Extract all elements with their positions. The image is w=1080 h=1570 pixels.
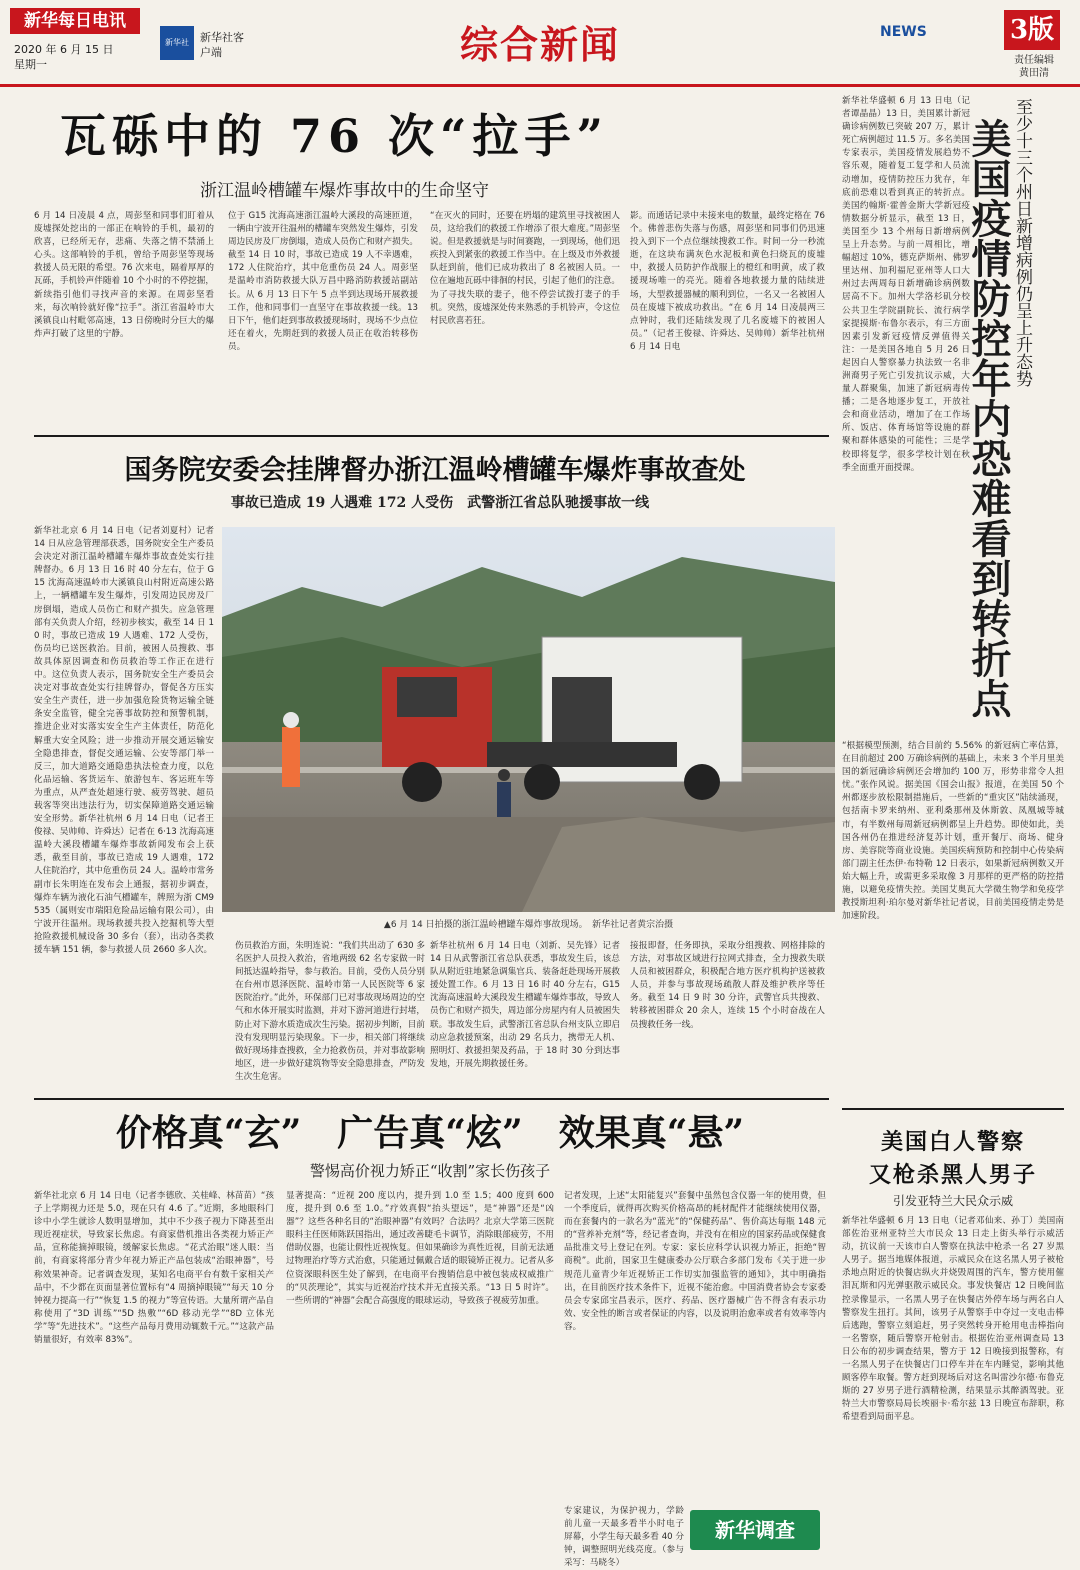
story1-column-4: 影。而通话记录中未接来电的数量，最终定格在 76 个。佛普悲伤失落与伤感，周彭坚和同事们仍迅速投入到下一个点位继续搜救工作。时间一分一秒流逝，在这块布满灰色水泥板和黄色扫烧瓦的废墟中，救援人员防护作战服上的橙红和明黄，成了救援现场唯一的亮光。随着各地救援力量的陆续进场，大型救援器械的顺利到位，一名又一名被困人员在废墟下被成功救出。“在 6 月 14 日凌晨两三点钟时，我们还陆续发现了几名废墟下的被困人员。”（记者王俊禄、许舜达、吴帅帅）新华社杭州 6 月 14 日电 <box>630 211 825 352</box>
story4-subhead: 警惕高价视力矫正“收割”家长伤孩子 <box>309 1162 551 1180</box>
story1-subhead: 浙江温岭槽罐车爆炸事故中的生命坚守 <box>200 181 489 201</box>
story2-bottom-column-2: 新华社杭州 6 月 14 日电（刘新、吴先锋）记者 14 日从武警浙江省总队获悉，事故发生后，该总队从附近驻地紧急调集官兵、装备赶赴现场开展救援处置工作。6 月 13 日 16 时 40 分左右，G15 沈海高速温岭大溪段发生槽罐车爆炸事故，导致人员伤亡和财产损失，周边部分房屋内有人员被困失联。事故发生后，武警浙江省总队台州支队立即启动应急救援预案，出动 29 名兵力，携带无人机、照明灯、救援担架及药品，于 18 时 30 分到达事发地，开展先期救援任务。 <box>430 941 620 1069</box>
story5-subhead: 引发亚特兰大民众示威 <box>892 1194 1013 1208</box>
accident-photo <box>222 527 835 912</box>
story3-column-bottom: “根据模型预测，结合目前约 5.56% 的新冠病亡率估算，在目前超过 200 万确诊病例的基础上，未来 3 个半月里美国的新冠确诊病例还会增加约 100 万，形势非常令人担忧。”张作风说。据美国《国会山报》报道，在美国 50 个州都逐步放松限制措施后，一些新的“重灾区”陆续涌现，包括南卡罗来纳州、亚利桑那州及休斯敦、凤凰城等城市，有半数州每周新冠病例都呈上升趋势。即使如此，美国各州仍在推进经济复苏计划，重开餐厅、商场、健身房、美容院等商业设施。美国疾病预防和控制中心传染病部门副主任杰伊·布特勒 12 日表示，如果新冠病例数又开始大幅上升，或需更多采取像 3 月那样的更严格的防控措施，以避免疫情失控。美国艾奥瓦大学微生物学和免疫学教授斯坦利·珀尔曼对新华社记者说，目前美国疫情走势是加速阶段。 <box>842 741 1064 922</box>
editor-name: 黄田清 <box>1019 68 1049 79</box>
story4-column-3: 记者发现，上述“太阳能复兴”套餐中虽然包含仪器一年的使用费，但一个季度后，就得再次购买价格高昂的耗材配件才能继续使用仪器，而在套餐内的一款名为“蓝光”的“保健药品”、售价高达每瓶 148 元的“营养补充剂”等，经记者查询，并没有在相应的国家药品或保健食品批准文号上登记在列。专家：家长应科学认识视力矫正，拒绝“智商税”。此前，国家卫生健康委办公厅联合多部门发布《关于进一步规范儿童青少年近视矫正工作切实加强监管的通知》，其中明确指出，在目前医疗技术条件下，近视不能治愈。中国消费者协会专家委员会专家邱宝昌表示，医疗、药品、医疗器械广告不得含有表示功效、安全性的断言或者保证的内容，以及说明治愈率或者有效率等内容。 <box>564 1191 826 1332</box>
divider-3 <box>842 1108 1064 1110</box>
xinhua-investigation-badge: 新华调查 <box>690 1510 820 1550</box>
story4-column-1: 新华社北京 6 月 14 日电（记者李德欣、关桂峰、林苗苗）“孩子上学期视力还是 5.0，现在只有 4.6 了。”近期，多地眼科门诊中小学生就诊人数明显增加，其中不少孩子视力下降甚至出现近视症状，导致家长焦虑。有商家借机推出各类视力矫正产品，宣称能摘掉眼镜，缓解家长焦虑。“花式治眼”迷人眼：当前，有商家将部分青少年视力矫正产品包装成“治眼神器”，号称效果神奇。记者调查发现，某知名电商平台有数千家相关产品中，不少都在页面显著位置标有“4 周摘掉眼镜”“每天 10 分钟视力提高一行”“恢复 1.5 的视力”等宣传语。大量所谓产品自称使用了“3D 训练”“5D 热敷”“6D 移动光学”“8D 立体光学”等“先进技术”。“这些产品每月费用动辄数千元。”“这款产品销量很好，有效率 83%”。 <box>34 1191 274 1346</box>
weekday-text: 星期一 <box>14 58 47 71</box>
story3-headline: 美国疫情防控年内恐难看到转折点 <box>965 118 1012 718</box>
story5-column: 新华社华盛顿 6 月 13 日电（记者邓仙来、孙丁）美国南部佐治亚州亚特兰大市民众 13 日走上街头举行示威活动，抗议前一天该市白人警察在执法中枪杀一名 27 岁黑人男子。据当地媒体报道，示威民众在这名黑人男子被枪杀地点附近的快餐店纵火并烧毁周围的汽车，警方使用催泪瓦斯和闪光弹驱散示威民众。事发快餐店 12 日晚间监控录像显示，一名黑人男子在快餐店外停车场与两名白人警察发生扭打。其间，该男子从警察手中夺过一支电击棒后逃跑，警察立刻追赶，男子突然转身开枪用电击棒指向一名警察，随后警察开枪射击。根据佐治亚州调查局 13 日公布的初步调查结果，警方于 12 日晚接到报警称，有一名黑人男子在快餐店门口停车并在车内睡觉，影响其他顾客停车取餐。警方赶到现场后对这名叫雷沙尔德·布鲁克斯的 27 岁男子进行酒精检测，结果显示其醉酒驾驶。亚特兰大市警察局局长埃丽卡·希尔兹 13 日晚宣布辞职，称希望看到局面平息。 <box>842 1216 1064 1423</box>
date-text: 2020 年 6 月 15 日 <box>14 43 114 56</box>
news-logo: NEWS <box>880 24 927 40</box>
client-label: 新华社客户端 <box>200 31 244 59</box>
story3-subhead: 至少十三个州日新增病例仍呈上升态势 <box>1012 98 1032 387</box>
editor-title: 责任编辑 <box>1014 55 1054 66</box>
story5-headline-line1: 美国白人警察 <box>880 1129 1025 1155</box>
story1-column-2: 位于 G15 沈海高速浙江温岭大溪段的高速匝道，一辆由宁波开往温州的槽罐车突然发生爆炸，引发周边民房及厂房倒塌，造成人员伤亡和财产损失。截至 14 日 10 时，事故已造成 19 人不幸遇难，172 人住院治疗，其中危重伤员 24 人。周彭坚是温岭市消防救援大队万昌中路消防救援站副站长。从 6 月 13 日下午 5 点半到达现场开展救援工作，他和同事们一直坚守在事故救援一线。13 日下午，他们赶到事故救援现场时，现场不少点位还在着火，先期赶到的救援人员正在收治转移伤员。 <box>228 211 418 352</box>
story3-column-top: 新华社华盛顿 6 月 13 日电（记者谭晶晶）13 日，美国累计新冠确诊病例数已突破 207 万，累计死亡病例超过 11.5 万。多名美国专家表示，美国疫情发展趋势不容乐观，随着复工复学和人员流动增加，疫情防控压力犹存，年底前恐难以看到真正的转折点。美国约翰斯·霍普金斯大学新冠疫情数据分析显示，截至 13 日，美国至少 13 个州每日新增病例呈上升态势。与前一周相比，增幅超过 10%，德克萨斯州、佛罗里达州、加利福尼亚州等人口大州过去两周每日新增确诊病例数居高不下。加州大学洛杉矶分校公共卫生学院副院长、流行病学家提摸斯·布鲁尔表示，有三方面因素引发新冠疫情反弹值得关注：一是美国各地自 5 月 26 日起因白人警察暴力执法致一名非洲裔男子死亡引发抗议示威，大量人群聚集，加速了新冠病毒传播；二是各地逐步复工，开放社会和商业活动，增加了在工作场所、饭店、体育场馆等设施的群聚和群体感染的可能性；三是学校即将复学，很多学校计划在秋季全面重开面授课。 <box>842 96 970 473</box>
story1-column-3: “在灭火的同时，还要在坍塌的建筑里寻找被困人员，这给我们的救援工作增添了很大难度。”周彭坚说。但是救援就是与时间赛跑，一到现场，他们迅疾投入到紧张的救援工作当中。在上级及市外救援队赶到前，他们已成功救出了 8 名被困人员。一位在遍地瓦砾中徘徊的村民，引起了他们的注意。为了寻找失联的妻子，他不停尝试拨打妻子的手机。突然，废墟深处传来熟悉的手机铃声，令这位村民欣喜若狂。 <box>430 211 620 326</box>
story2-left-column: 新华社北京 6 月 14 日电（记者刘夏村）记者 14 日从应急管理部获悉，国务院安全生产委员会决定对浙江温岭槽罐车爆炸事故查处实行挂牌督办。6 月 13 日 16 时 40 分左右，位于 G15 沈海高速温岭市大溪镇良山村附近高速公路上，一辆槽罐车发生爆炸，引发周边民房及厂房倒塌，造成人员伤亡和财产损失。应急管理部有关负责人介绍，经初步核实，截至 14 日 10 时，事故已造成 19 人遇难、172 人受伤，伤员均已送医救治。目前，被困人员搜救、事故具体原因调查和伤员救治等工作正在进行中。这位负责人表示，国务院安全生产委员会决定对事故查处实行挂牌督办，督促各方压实安全生产责任，进一步加强危险货物运输全链条安全监管，健全完善事故防控和预警机制，推进企业对实落实安全生产主体责任，防范化解重大安全风险；进一步推动开展交通运输安全隐患排查，督促交通运输、公安等部门举一反三，加大道路交通隐患执法检查力度，以危化品运输、客货运车、旅游包车、客运班车等为重点，从严查处超速行驶、疲劳驾驶、超员载客等突出违法行为，切实保障道路交通运输安全形势。新华社杭州 6 月 14 日电（记者王俊禄、吴帅帅、许舜达）记者在 6·13 沈海高速温岭大溪段槽罐车爆炸事故新闻发布会上获悉，截至目前，事故已造成 19 人遇难，172 人住院治疗，其中危重伤员 24 人。温岭市常务副市长朱明连在发布会上通报，据初步调查，爆炸车辆为液化石油气槽罐车，牌照为浙 CM9535（属则安市瑞阳危险品运输有限公司），由宁波开往温州。现场救援共投入挖掘机等大型抢险救援机械设备 30 多台（套），出动各类救援车辆 151 辆，参与救援人员 2660 多人次。 <box>34 526 214 955</box>
paper-name: 新华每日电讯 <box>10 8 140 34</box>
divider-2 <box>34 1098 829 1100</box>
story4-column-4: 专家建议，为保护视力，学龄前儿童一天最多看半小时电子屏幕，小学生每天最多看 40 分钟，调整照明光线亮度。（参与采写：马晓冬） <box>564 1506 684 1569</box>
editor-credit <box>1004 54 1064 80</box>
story4-column-2: 显著提高：“近视 200 度以内，提升到 1.0 至 1.5；400 度到 600 度，提升到 0.6 至 1.0。”疗效真假“抬头望远”，是“神器”还是“凶器”？这些各种名目的“治眼神器”有效吗？合法吗？北京大学第三医院眼科主任医师陈跃国指出，通过改善睫毛卡调节，消除眼部疲劳，不用借助仪器，也能让假性近视恢复。但如果确诊为真性近视，目前无法通过物理治疗等方式治愈，只能通过佩戴合适的眼镜矫正视力。记者从多位资深眼科医生处了解到，在电商平台搜销信息中被包装成权威推广的“贝茨理论”，其实与近视治疗技术并无直接关系。“13 日 5 时许”。一些所谓的“神器”会配合高强度的眼球运动，导致孩子视疲劳加重。 <box>286 1191 554 1306</box>
story1-column-1: 6 月 14 日凌晨 4 点，周彭坚和同事们盯着从废墟探处挖出的一部正在响铃的手机，最初的欣喜，已经所无存，悲痛、失落之情不禁涌上心头。这部响铃的手机，曾给予周彭坚等现场救援人员无限的希望。76 次来电，隔着厚厚的瓦砾，手机铃声伴随着 10 个小时的不停挖掘，新续指引他们寻找声音的来源。在周彭坚看来，每次响铃就好像“拉手”。浙江省温岭市大溪镇良山村毗邻高速，13 日傍晚时分巨大的爆炸声打破了这里的宁静。 <box>34 211 214 339</box>
section-title: 综合新闻 <box>459 22 620 67</box>
story2-bottom-column-3: 接报即督，任务即执，采取分组搜救、网格排除的方法，对事故区域进行拉网式排查，全力搜救失联人员和被困群众，积极配合地方医疗机构护送被救人员，并参与事故现场疏散人群及维护秩序等任务。截至 14 日 9 时 30 分许，武警官兵共搜救、转移被困群众 20 余人，连续 15 个小时奋战在人员搜救任务一线。 <box>630 941 825 1030</box>
story5-headline-line2: 又枪杀黑人男子 <box>868 1162 1037 1188</box>
story4-headline: 价格真“玄” 广告真“炫” 效果真“悬” <box>115 1112 745 1154</box>
divider <box>34 435 829 437</box>
story2-subhead: 事故已造成 19 人遇难 172 人受伤 武警浙江省总队驰援事故一线 <box>230 495 650 511</box>
page-number: 3版 <box>1004 10 1060 50</box>
masthead <box>0 0 1080 87</box>
rescuer-figure <box>282 727 300 787</box>
xinhua-client-logo: 新华社 <box>160 26 194 60</box>
story1-headline: 瓦砾中的 76 次“拉手” <box>60 109 609 163</box>
story2-headline: 国务院安委会挂牌督办浙江温岭槽罐车爆炸事故查处 <box>124 455 746 486</box>
story2-bottom-column-1: 伤员救治方面，朱明连说：“我们共出动了 630 多名医护人员投入救治，省地两级 62 名专家做一时间抵达温岭指导，参与救治。目前，受伤人员分别在台州市恩泽医院、温岭市第一人民医院等 6 家医院治疗。”此外，环保部门已对事故现场周边的空气和水体开展实时监测，并对下游河道进行封堵，防止对下游水质造成次生污染。据初步判断，目前没有发现明显污染现象。下一步，相关部门将继续做好现场排查搜救，全力抢救伤员，并对事故影响地区，进一步做好建筑物等安全隐患排查，严防发生次生危害。 <box>235 941 425 1082</box>
issue-date <box>14 42 113 72</box>
photo-caption: ▲6 月 14 日拍摄的浙江温岭槽罐车爆炸事故现场。 新华社记者黄宗治摄 <box>383 920 674 930</box>
accident-photo-svg <box>222 527 835 912</box>
